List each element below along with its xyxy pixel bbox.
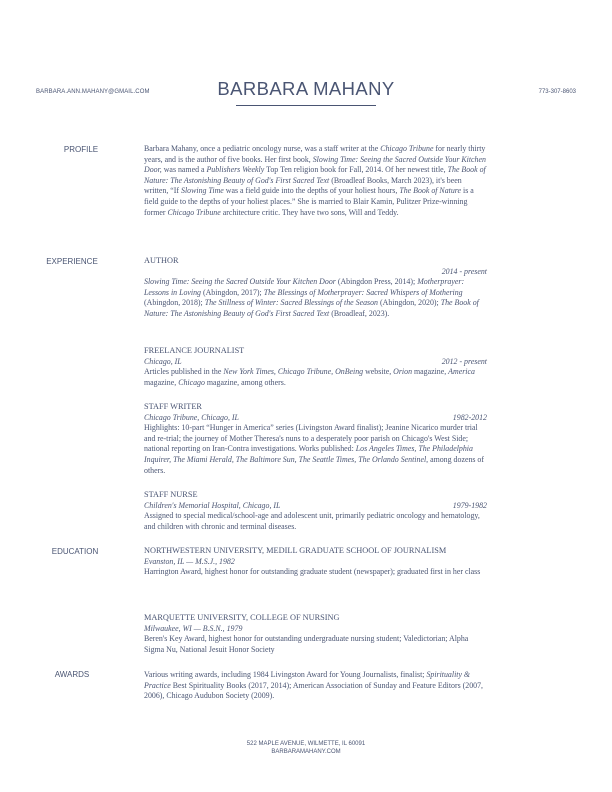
experience-dates: 1979-1982 <box>452 500 487 510</box>
experience-role: STAFF WRITER <box>144 402 202 411</box>
page-title: BARBARA MAHANY <box>217 78 395 99</box>
experience-entry: STAFF WRITER Chicago Tribune, Chicago, IL 1982-2012 Highlights: 10-part “Hunger in America” series (Livingston Award finalist); Jeanine Nicarico murder trial and re-trial; the journey of Mother Theresa's nuns to a desperately poor parish on Chicago's West Side; national reporting on Iran-Contra investigations. Works published: Los Angeles Times, The Philadelphia Inquirer, The Miami Herald, The Baltimore Sun, The Seattle Times, The Orlando Sentinel, among dozens of others. <box>144 402 487 475</box>
experience-place: Chicago, IL <box>144 356 182 366</box>
experience-dates: 2012 - present <box>441 356 487 366</box>
experience-entry: FREELANCE JOURNALIST Chicago, IL 2012 - present Articles published in the New York Times, Chicago Tribune, OnBeing website, Orion magazine, America magazine, Chicago magazine, among others. <box>144 346 487 387</box>
profile-text: Barbara Mahany, once a pediatric oncology nurse, was a staff writer at the Chicago Tribune for nearly thirty years, and is the author of five books. Her first book, Slowing Time: Seeing the Sacred Outside Your Kitchen Door, was named a Publishers Weekly Top Ten religion book for Fall, 2014. Of her newest title, The Book of Nature: The Astonishing Beauty of God's First Sacred Text (Broadleaf Books, March 2023), it's been written, “If Slowing Time was a field guide into the depths of your holiest hours, The Book of Nature is a field guide to the depths of your holiest places.” She is married to Blair Kamin, Pulitzer Prize-winning former Chicago Tribune architecture critic. They have two sons, Will and Teddy. <box>144 144 486 217</box>
experience-dates: 1982-2012 <box>452 412 487 422</box>
header-phone[interactable]: 773-307-8603 <box>538 89 576 95</box>
section-label-awards: AWARDS <box>54 670 90 679</box>
footer-address: 522 MAPLE AVENUE, WILMETTE, IL 60091 <box>246 741 366 747</box>
education-school: MARQUETTE UNIVERSITY, COLLEGE OF NURSING <box>144 613 340 622</box>
education-place: Milwaukee, WI — B.S.N., 1979 <box>144 623 243 633</box>
footer-website[interactable]: BARBARAMAHANY.COM <box>271 749 341 755</box>
title-divider <box>236 105 376 106</box>
education-desc: Beren's Key Award, highest honor for outstanding undergraduate nursing student; Valedictorian; Alpha Sigma Nu, National Jesuit Honor Society <box>144 634 469 654</box>
experience-place: Chicago Tribune, Chicago, IL <box>144 412 239 422</box>
education-desc: Harrington Award, highest honor for outstanding graduate student (newspaper); graduated first in her class <box>144 567 481 577</box>
section-label-education: EDUCATION <box>51 547 99 556</box>
education-entry <box>144 546 487 578</box>
experience-role: AUTHOR <box>144 256 179 265</box>
experience-role: FREELANCE JOURNALIST <box>144 346 245 355</box>
education-entry <box>144 613 487 655</box>
footer <box>0 740 612 756</box>
awards-text: Various writing awards, including 1984 Livingston Award for Young Journalists, finalist; Spirituality & Practice Best Spirituality Books (2017, 2014); American Association of Sunday and Feature Editors (2007, 2006), Chicago Audubon Society (2009). <box>144 670 484 701</box>
education-place: Evanston, IL — M.S.J., 1982 <box>144 556 235 566</box>
experience-entry: STAFF NURSE Children's Memorial Hospital, Chicago, IL 1979-1982 Assigned to special medical/school-age and adolescent unit, primarily pediatric oncology and hematology, and children with chronic and terminal diseases. <box>144 490 487 531</box>
experience-dates: 2014 - present <box>441 266 487 276</box>
education-school: NORTHWESTERN UNIVERSITY, MEDILL GRADUATE SCHOOL OF JOURNALISM <box>144 546 447 555</box>
header-email[interactable]: BARBARA.ANN.MAHANY@GMAIL.COM <box>36 89 150 95</box>
experience-role: STAFF NURSE <box>144 490 198 499</box>
section-label-profile: PROFILE <box>63 145 99 154</box>
section-label-experience: EXPERIENCE <box>46 257 98 266</box>
experience-entry: AUTHOR 2014 - present Slowing Time: Seeing the Sacred Outside Your Kitchen Door (Abingdon Press, 2014); Motherprayer: Lessons in Loving (Abingdon, 2017); The Blessings of Motherprayer: Sacred Whispers of Mothering (Abingdon, 2018); The Stillness of Winter: Sacred Blessings of the Season (Abingdon, 2020); The Book of Nature: The Astonishing Beauty of God's First Sacred Text (Broadleaf, 2023). <box>144 256 487 318</box>
experience-place: Children's Memorial Hospital, Chicago, IL <box>144 500 281 510</box>
